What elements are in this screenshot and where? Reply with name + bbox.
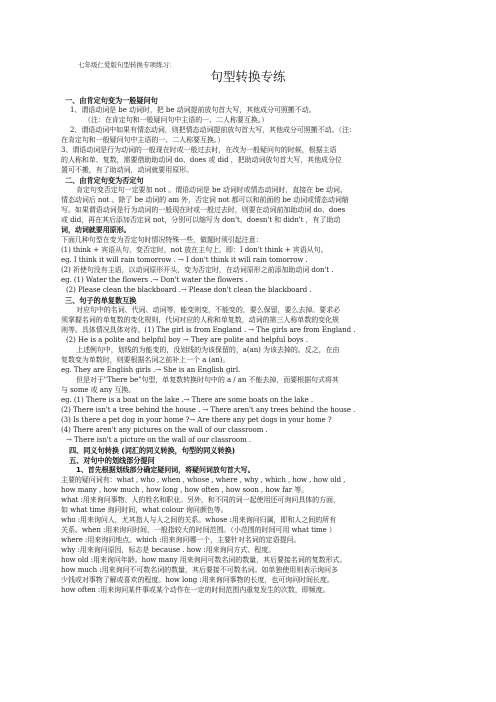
section-heading-3: 三、句子的单复数互换 [65,296,137,305]
subheading: 1、首先根据划线部分确定疑问词，将疑问词放句首大写。 [76,466,255,474]
text-line: how often :用来询问某件事或某个动作在一定的时间范围内重复发生的次数，即频度。 [61,586,330,594]
example-line: (3) Is there a pet dog in your home ?→ Are there any pet dogs in your home ? [61,416,332,424]
text-line: how many , how much , how long , how often , how soon , how far 等。 [61,486,309,494]
text-line: 1、谓语动词是 be 动词时，把 be 动词提前放句首大写，其他成分可照搬不动。 [70,106,316,114]
text-line: (2) 祈使句没有主语，以动词原形开头，变为否定时，在动词原形之前添加助动词 don't . [61,266,334,274]
example-line: eg. (1) Water the flowers .→ Don't water the flowers . [61,276,248,284]
text-line: 或 did，再在其后添加否定词 not，分别可以缩写为 don't、doesn't 和 didn't ，有了助动 [61,216,341,224]
document-title: 句型转换专练 [210,69,286,84]
example-line: → There isn't a picture on the wall of our classroom . [66,436,252,444]
document-header: 七年级仁爱版句型转换专项练习： [78,61,176,69]
text-line: 但是对于"There be"句型，单复数转换时句中的 a / an 不能去掉，而要根据句式将其 [76,376,339,384]
text-line: (1) think + 宾语从句，变否定时，not 放在主句上，即：I don't think + 宾语从句。 [61,246,328,254]
text-line: 写。如果谓语动词是行为动词的一般现在时或一般过去时，则要在动词前加助动词 do、does [61,206,346,214]
text-line: （注：在肯定句和一般疑问句中主语的一、二人称要互换。） [84,116,269,124]
text-line: 词，动词就要用原形。 [61,226,131,234]
section-heading-5: 五、对句中的划线部分提问 [69,456,155,465]
section-heading-2: 二、由肯定句变为否定句 [65,176,144,185]
text-line: 情态动词后 not 。除了 be 动词的 am 外，否定词 not 都可以和前面的 be 动词或情态动词缩 [61,196,349,204]
text-line: how old :用来询问年龄。how many 用来询问可数名词的数量，其后要接名词的复数形式。 [61,556,347,564]
text-line: 须掌握名词的单复数的变化规则，代词对应的人称和单复数，动词的第三人称单数的变化规 [61,316,339,324]
text-line: 对应句中的名词、代词、动词等，能变则变，不能变的，要么保留，要么去掉。要求必 [76,306,341,314]
text-line: how much :用来询问不可数名词的数量，其后要接不可数名词。如单独使用则表示询问多 [61,566,338,574]
text-line: why :用来询问原因，标志是 because . how :用来询问方式、程度。 [61,546,276,554]
text-line: 则等。具体情况具体对待。(1) The girl is from England . → The girls are from England . [61,326,356,334]
section-heading-4: 四、同义句转换 (词汇的同义转换，句型的同义转换) [69,446,235,455]
example-line: eg. I think it will rain tomorrow . → I don't think it will rain tomorrow . [61,256,308,264]
example-line: eg. (1) There is a boat on the lake .→ There are some boats on the lake . [61,396,314,404]
section-heading-1: 一、由肯定句变为一般疑问句 [65,96,158,105]
text-line: 下面几种句型在变为否定句时情况特殊一些，做题时须引起注意： [61,236,263,244]
text-line: 复数变为单数时，则要根据名词之前补上一个 a (an)。 [61,356,230,364]
text-line: who :用来询问人，尤其指人与人之间的关系。whose :用来询问归属，即和人之间的所有 [61,516,337,524]
text-line: 3、谓语动词是行为动词的一般现在时或一般过去时，在改为一般疑问句的时候，根据主语 [61,146,337,154]
text-line: what :用来询问事物、人的姓名和职业。另外，和不同的词一起使用还可询问具体的方面， [61,496,340,504]
text-line: 如 what time 询问时间，what colour 询问颜色等。 [61,506,228,514]
text-line: 上述例句中，划线的为能变的，没划线的为该保留的，a(an) 为该去掉的。反之，在由 [76,346,340,354]
text-line: 2、谓语动词中如果有情态动词，则把情态动词提前放句首大写，其他成分可照搬不动。（注： [70,126,356,134]
text-line: 少钱或对事物了解或喜欢的程度。how long :用来询问事物的长度，也可询问时间长度。 [61,576,334,584]
example-line: (4) There aren't any pictures on the wall of our classroom . [61,426,268,434]
text-line: 在肯定句和一般疑问句中主语的一、二人称要互换。） [61,136,225,144]
text-line: 肯定句变否定句一定要加 not 。谓语动词是 be 动词时或情态动词时，直接在 be 动词、 [76,186,347,194]
text-line: 置可不搬，有了助动词，动词就要用原形。 [61,166,194,174]
example-line: (2) Please clean the blackboard .→ Please don't clean the blackboard . [66,286,312,294]
text-line: 关系。when :用来询问时间，一般指较大的时间范围。（小范围的时间可用 what time ） [61,526,336,534]
example-line: (2) He is a polite and helpful boy → They are polite and helpful boys . [66,336,308,344]
text-line: where :用来询问地点。which :用来询问哪一个，主要针对名词的定语提问。 [61,536,301,544]
example-line: eg. They are English girls .→ She is an English girl. [61,366,241,374]
text-line: 主要的疑问词有：what , who , when , whose , where , why , which , how , how old , [61,476,346,484]
text-line: 的人称和单、复数，需要借助助动词 do、does 或 did ，把助动词放句首大写，其他成分位 [61,156,342,164]
example-line: (2) There isn't a tree behind the house . → There aren't any trees behind the house . [61,406,356,414]
text-line: 与 some 或 any 互换。 [61,386,136,394]
